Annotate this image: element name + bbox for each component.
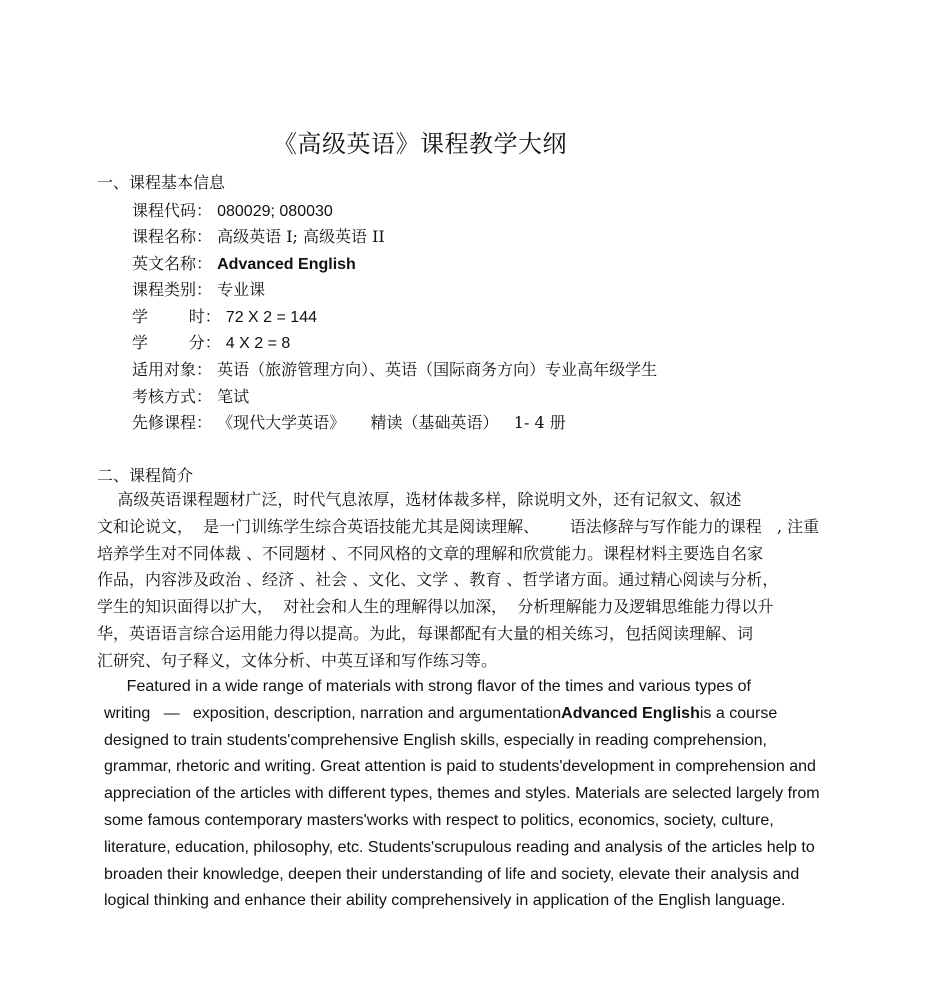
paragraph-line: designed to train students'comprehensive English skills, especially in reading comprehension,: [104, 731, 767, 749]
field-course-category: [132, 277, 265, 300]
field-english-name: [132, 251, 356, 274]
paragraph-line: appreciation of the articles with different types, themes and styles. Materials are selected largely from: [104, 785, 820, 803]
field-assessment: [132, 384, 249, 407]
field-value: 英语（旅游管理方向）、英语（国际商务方向）专业高年级学生: [217, 360, 658, 379]
paragraph-line: broaden their knowledge, deepen their understanding of life and society, elevate their analysis and: [104, 865, 800, 883]
field-value: 高级英语 I; 高级英语 II: [217, 227, 385, 246]
paragraph-line: literature, education, philosophy, etc. Students'scrupulous reading and analysis of the articles help to: [104, 838, 815, 856]
field-value: 《现代大学英语》 精读（基础英语） 1- 4 册: [217, 413, 566, 432]
paragraph-line: 作品，内容涉及政治 、经济 、社会 、文化、文学 、教育 、哲学诸方面。通过精心阅读与分析，: [97, 570, 779, 590]
field-label: 学 分：: [132, 333, 221, 352]
field-label: 适用对象：: [132, 360, 213, 379]
paragraph-line: grammar, rhetoric and writing. Great attention is paid to students'development in comprehension and: [104, 758, 816, 776]
intro-english-paragraph: [100, 674, 849, 915]
field-label: 学 时：: [132, 307, 221, 326]
field-value: 080029; 080030: [217, 203, 333, 220]
field-course-code: [132, 198, 333, 221]
field-value: Advanced English: [217, 256, 356, 273]
paragraph-line: Featured in a wide range of materials with strong flavor of the times and various types of: [100, 678, 751, 695]
intro-chinese-paragraph: [97, 487, 837, 675]
line-text: is a course: [699, 704, 778, 722]
field-prerequisites: [132, 410, 566, 433]
paragraph-line: some famous contemporary masters'works with respect to politics, economics, society, culture,: [104, 811, 774, 829]
field-label: 考核方式：: [132, 387, 213, 406]
field-value: 72 X 2 = 144: [225, 309, 317, 326]
field-value: 4 X 2 = 8: [225, 335, 291, 352]
paragraph-line: 学生的知识面得以扩大， 对社会和人生的理解得以加深， 分析理解能力及逻辑思维能力得以升: [97, 597, 774, 617]
field-label: 课程类别：: [132, 280, 213, 299]
paragraph-line: 华，英语语言综合运用能力得以提高。为此，每课都配有大量的相关练习，包括阅读理解、词: [97, 623, 754, 643]
field-label: 课程代码：: [132, 201, 213, 220]
paragraph-line: 汇研究、句子释义，文体分析、中英互译和写作练习等。: [97, 650, 498, 670]
paragraph-line: 文和论说文， 是一门训练学生综合英语技能尤其是阅读理解、 语法修辞与写作能力的课程 , 注重: [97, 516, 820, 536]
field-course-name: [132, 224, 385, 247]
document-title: 《高级英语》课程教学大纲: [273, 130, 567, 158]
section-heading-course-intro: 二、课程简介: [97, 466, 194, 485]
line-text: writing — exposition, description, narration and argumentation: [104, 704, 562, 722]
field-target-students: [132, 357, 657, 380]
field-credits: [132, 330, 290, 353]
field-value: 专业课: [217, 280, 266, 299]
field-value: 笔试: [217, 387, 250, 406]
section-heading-basic-info: 一、课程基本信息: [97, 173, 226, 192]
paragraph-line: logical thinking and enhance their ability comprehensively in application of the English language.: [104, 892, 786, 910]
field-label: 英文名称：: [132, 254, 213, 273]
field-label: 课程名称：: [132, 227, 213, 246]
field-label: 先修课程：: [132, 413, 213, 432]
paragraph-line: 培养学生对不同体裁 、不同题材 、不同风格的文章的理解和欣赏能力。课程材料主要选自名家: [97, 543, 764, 563]
bold-course-name: Advanced English: [561, 704, 700, 722]
field-hours: [132, 304, 317, 327]
paragraph-line: 高级英语课程题材广泛，时代气息浓厚，选材体裁多样，除说明文外，还有记叙文、叙述: [97, 490, 742, 509]
paragraph-line: [104, 701, 849, 728]
